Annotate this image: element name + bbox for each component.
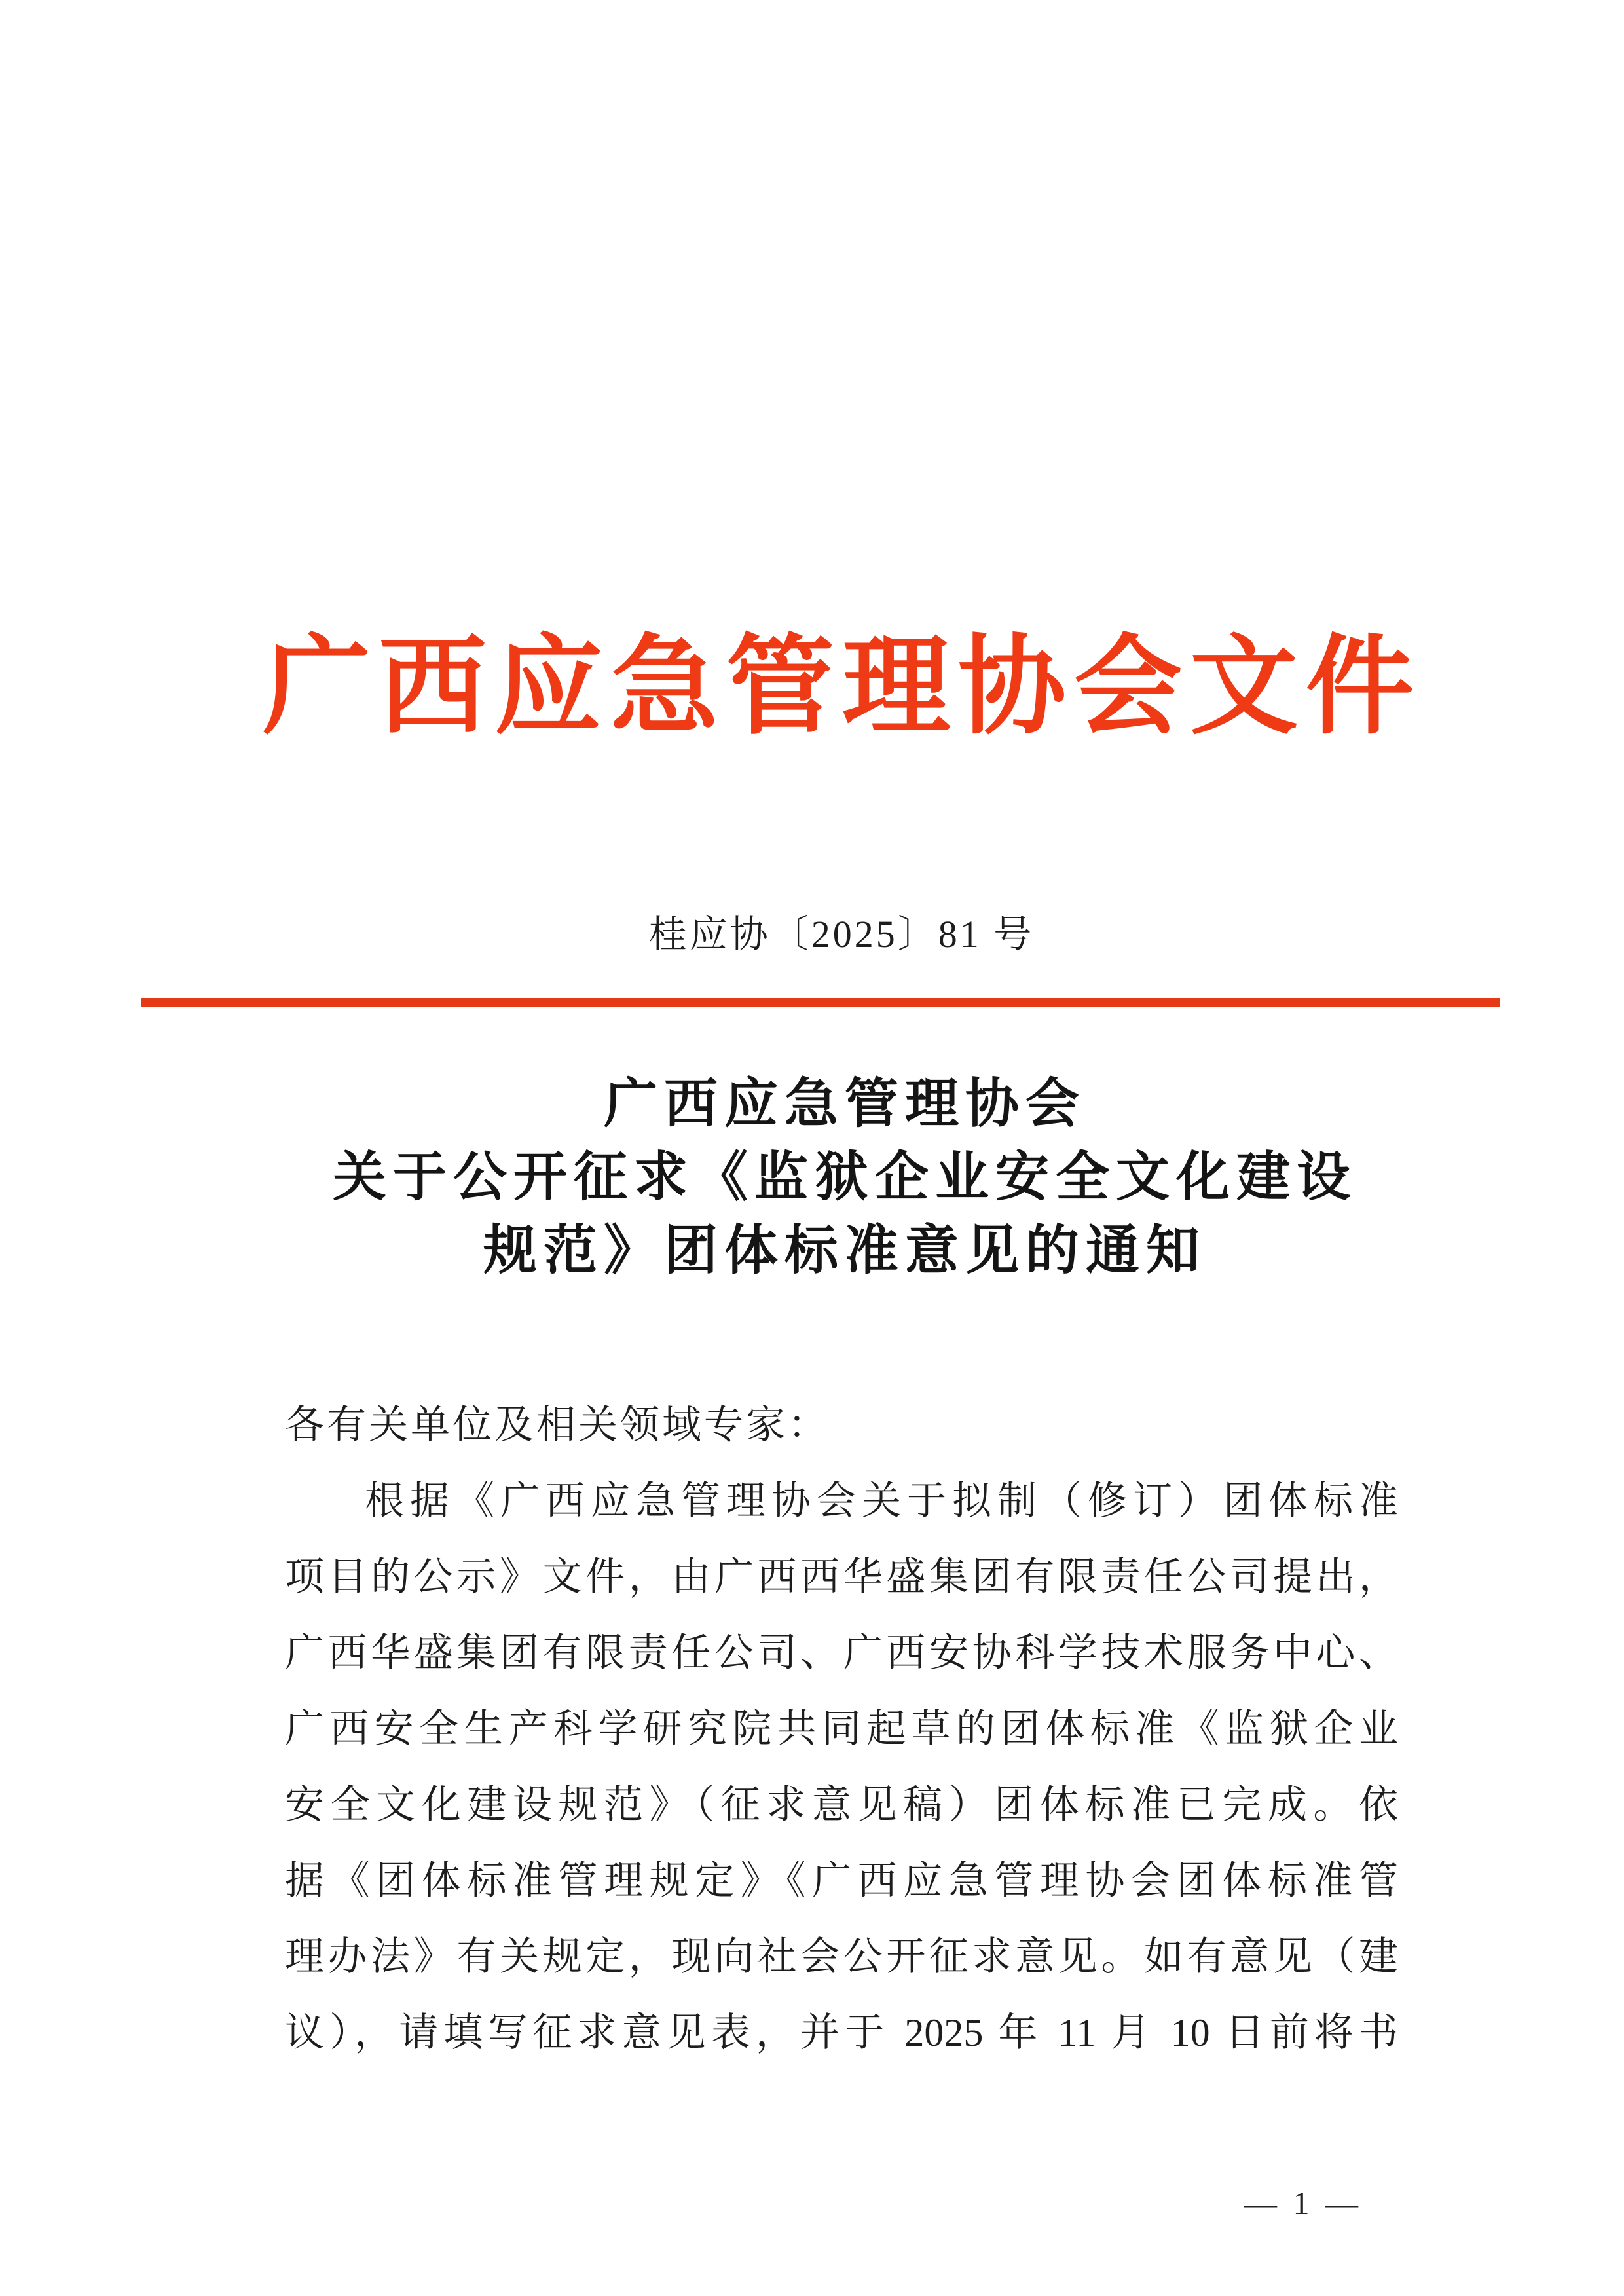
notice-body [285,1387,1398,2071]
body-text-line: 项目的公示》文件，由广西西华盛集团有限责任公司提出， [285,1555,1398,1599]
letterhead-title: 广西应急管理协会文件 [263,627,1422,747]
body-text-line: 安全文化建设规范》（征求意见稿）团体标准已完成。依 [285,1783,1398,1826]
page-number: — 1 — [1244,2185,1362,2221]
salutation-line: 各有关单位及相关领域专家： [285,1403,830,1447]
body-text-line: 广西华盛集团有限责任公司、广西安协科学技术服务中心、 [285,1631,1398,1675]
notice-title-line-3: 规范》团体标准意见的通知 [483,1221,1206,1280]
body-text-line: 根据《广西应急管理协会关于拟制（修订）团体标准 [365,1479,1398,1523]
body-text-line: 理办法》有关规定，现向社会公开征求意见。如有意见（建 [285,1935,1398,1978]
notice-title-line-1: 广西应急管理协会 [603,1074,1086,1134]
red-divider-line [141,998,1500,1007]
notice-title-line-2: 关于公开征求《监狱企业安全文化建设 [332,1147,1357,1207]
doc-reference-number: 桂应协〔2025〕81 号 [648,913,1035,955]
body-text-line: 议），请填写征求意见表，并于 2025 年 11 月 10 日前将书 [285,2011,1398,2054]
notice-title [285,1067,1398,1287]
body-text-line: 据《团体标准管理规定》《广西应急管理协会团体标准管 [285,1859,1398,1902]
body-text-line: 广西安全生产科学研究院共同起草的团体标准《监狱企业 [285,1707,1398,1750]
